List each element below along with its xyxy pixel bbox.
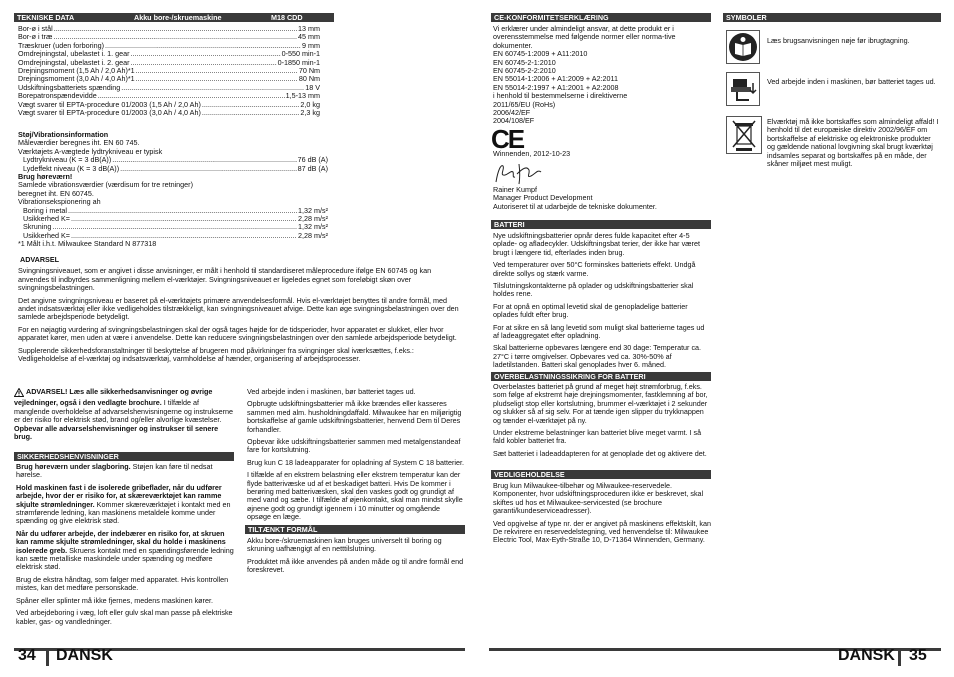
spec-value: 1,32 m/s² — [298, 223, 328, 232]
dot-leader — [105, 42, 301, 50]
vib-note: *1 Målt i.h.t. Milwaukee Standard N 877318 — [18, 239, 157, 249]
ce-signatory — [493, 186, 711, 211]
spec-label: Boring i metal — [23, 206, 67, 215]
spec-row — [18, 101, 320, 109]
left-page-number: 34 — [18, 647, 36, 664]
right-page-number: 35 — [909, 647, 927, 664]
spec-value: 2,28 m/s² — [298, 215, 328, 224]
ce-line: 2011/65/EU (RoHs) — [493, 99, 556, 109]
spec-label: Lydeffekt niveau (K = 3 dB(A)) — [23, 164, 120, 173]
overload-header — [491, 372, 711, 381]
maintenance-text — [493, 482, 711, 549]
spec-label: Omdrejningstal, ubelastet i. 1. gear — [18, 50, 130, 59]
noise-line-2: Værktøjets A-vægtede lydtrykniveau er typisk — [18, 146, 163, 156]
spec-row — [18, 25, 320, 33]
left-footer-bar-divider — [46, 650, 49, 666]
ce-line: EN 55014-2:1997 + A1:2001 + A2:2008 — [493, 82, 619, 92]
battery-header — [491, 220, 711, 229]
spec-label: Drejningsmoment (3,0 Ah / 4,0 Ah)*1 — [18, 75, 135, 84]
tech-header-title: TEKNISKE DATA — [17, 13, 75, 22]
safety-para-2 — [16, 484, 234, 526]
intended-use-text — [247, 537, 465, 579]
spec-label: Skruning — [23, 223, 52, 232]
battery-remove-icon — [726, 72, 760, 106]
dot-leader — [136, 75, 298, 83]
ce-header — [491, 13, 711, 22]
ce-authorized: Autoriseret til at udarbejde de tekniske dokumenter. — [493, 201, 657, 211]
dot-leader — [130, 59, 276, 67]
spec-row — [23, 207, 328, 215]
col2-para-2: Opbrugte udskiftningsbatterier må ikke brændes eller kasseres sammen med alm. husholdningdaffald. Milwaukee har en miljørigtig bortskaffelse af gamle udskiftningsbatterier, henvend Dem til Deres forhandler. — [247, 399, 462, 434]
advarsel-paragraph: For en nøjagtig vurdering af svingningsbelastningen skal der også tages højde for de tidsperioder, hvor apparatet er slukket, eller hvor apparatet kører, men uden at være i anvendelse. Dette kan reducere svingningsbelastningen over den samlede arbejdsperiode betydeligt. — [18, 324, 457, 343]
battery-paragraph: Nye udskiftningsbatterier opnår deres fulde kapacitet efter 4-5 oplade- og afladecykler. Udskiftningsbat terier, der ikke har været brugt i længere tid, efterlades inden brug. — [493, 231, 700, 257]
left-page-language: DANSK — [56, 647, 113, 664]
spec-row — [18, 42, 320, 50]
battery-header-title: BATTERI — [494, 220, 525, 229]
spec-value: 80 Nm — [298, 75, 320, 84]
overload-header-title: OVERBELASTNINGSSIKRING FOR BATTERI — [494, 372, 646, 381]
col2-para-4: Brug kun C 18 ladeapparater for opladning af System C 18 batterier. — [247, 457, 464, 467]
spec-label: Træskruer (uden forboring) — [18, 41, 105, 50]
ce-name: Rainer Kumpf — [493, 185, 537, 194]
right-footer-bar-divider — [898, 650, 901, 666]
spec-row — [23, 223, 328, 231]
safety-para-2-text: Kommer skæreværktøjet i kontakt med en strømførende ledning, kan maskinens metaldele komme under spænding og give elektrisk stød. — [16, 499, 231, 526]
book-icon — [726, 30, 760, 64]
ce-role: Manager Product Development — [493, 193, 593, 203]
spec-label: Usikkerhed K= — [23, 231, 70, 240]
safety-para-3-bold: Når du udfører arbejde, der indebærer en risiko for, at skruen kan ramme skjulte strømledninger, skal du holde i maskinens isolerede greb. — [16, 528, 226, 555]
overload-para-3: Sæt batteriet i ladeaddapteren for at genoplade det og aktivere det. — [493, 448, 707, 458]
battery-paragraph: Skal batterierne opbevares længere end 30 dage: Temperatur ca. 27°C i tørre omgivelser. Opbevares ved ca. 30%-50% af ladetilstanden. Batteri skal genoplades hver 6. måned. — [493, 343, 702, 370]
ce-line: EN 55014-1:2006 + A1:2009 + A2:2011 — [493, 74, 618, 84]
dot-leader — [202, 101, 300, 109]
spec-label: Bor-ø i stål — [18, 25, 53, 33]
col2-para-1: Ved arbejde inden i maskinen, bør batteriet tages ud. — [247, 387, 416, 396]
dot-leader — [121, 84, 304, 92]
advarsel-paragraphs — [18, 267, 463, 363]
safety-header — [14, 452, 234, 461]
warning-bold-2: Opbevar alle advarselshenvisninger og instrukser til senere brug. — [14, 423, 219, 442]
symbols-header — [723, 13, 941, 22]
safety-para-2-bold: Hold maskinen fast i de isolerede gribeflader, når du udfører arbejde, hvor der er risiko for, at skæreværktøjet kan ramme skjulte strømledninger. — [16, 482, 222, 509]
battery-paragraph: For at opnå en optimal levetid skal de genopladelige batterier oplades fuldt efter brug. — [493, 301, 688, 320]
spec-value: 2,3 kg — [300, 109, 320, 118]
overload-text — [493, 383, 711, 462]
spec-value: 18 V — [305, 83, 320, 92]
ce-header-title: CE-KONFORMITETSERKLÆRING — [494, 13, 609, 22]
spec-row — [18, 67, 320, 75]
spec-label: Omdrejningstal, ubelastet i. 2. gear — [18, 58, 130, 67]
battery-notes — [247, 388, 465, 526]
use-para-1: Akku bore-/skruemaskinen kan bruges universelt til boring og skruning uafhængigt af en netttilslutning. — [247, 536, 442, 554]
dot-leader — [130, 50, 280, 58]
advarsel-paragraph: Svingningsniveauet, som er angivet i disse anvisninger, er målt i henhold til standardiseret måleprocedure ifølge EN 60745 og kan anvendes til indbyrdes sammenligning mellem el-værktøjer. Svingningsniveauet er ligeledes egnet som foreløbigt skøn over svingningsbelastningen. — [18, 266, 432, 293]
safety-para-5: Spåner eller splinter må ikke fjernes, medens maskinen kører. — [16, 595, 213, 605]
symbol-text-3: Elværktøj må ikke bortskaffes som almindeligt affald! I henhold til det europæiske direktiv 2002/96/EF om bortskaffelse af elektriske og elektroniske produkter og gældende national lovgivning skal brugt kværktøj indsamles separat og bortskaffes på en måde, der skåner miljøet mest muligt. — [767, 117, 939, 169]
ce-line: overensstemmelse med følgende normer eller norma-tive — [493, 32, 676, 42]
spec-label: Usikkerhed K= — [23, 215, 70, 224]
spec-value: 13 mm — [298, 25, 320, 33]
spec-value: 1,32 m/s² — [298, 206, 328, 215]
noise-line-1: Måleværdier beregnes iht. EN 60 745. — [18, 138, 140, 148]
noise-warning: Brug høreværn! — [18, 172, 73, 182]
safety-para-1-bold: Brug høreværn under slagboring. — [16, 462, 131, 471]
col2-para-3: Opbevar ikke udskiftningsbatterier sammen med metalgenstandeaf fare for kortslutning. — [247, 437, 461, 455]
spec-row — [23, 156, 328, 164]
advarsel-section — [18, 256, 463, 367]
spec-value: 0-1850 min-1 — [277, 58, 320, 67]
safety-para-6: Ved arbejdeboring i væg, loft eller gulv skal man passe på elektriske kabler, gas- og vandledninger. — [16, 608, 233, 626]
ce-line: i henhold til bestemmelserne i direktiverne — [493, 91, 628, 101]
spec-row — [18, 50, 320, 58]
battery-text — [493, 232, 711, 374]
maintenance-header — [491, 470, 711, 479]
dot-leader — [71, 215, 297, 223]
dot-leader — [68, 207, 297, 215]
dot-leader — [54, 25, 297, 33]
battery-paragraph: For at sikre en så lang levetid som muligt skal batterierne tages ud af ladeaggregatet efter opladning. — [493, 322, 705, 341]
dot-leader — [136, 67, 298, 75]
noise-rows — [18, 156, 328, 173]
vib-line-1: Samlede vibrationsværdier (værdisum for tre retninger) — [18, 180, 193, 190]
spec-value: 2,0 kg — [300, 100, 320, 109]
spec-label: Vægt svarer til EPTA-procedure 01/2003 (3,0 Ah / 4,0 Ah) — [18, 109, 201, 118]
noise-title: Støj/Vibrationsinformation — [18, 130, 109, 139]
ce-mark-text: CE — [491, 124, 524, 154]
spec-value: 45 mm — [298, 33, 320, 42]
warning-text: I tilfælde af manglende overholdelse af advarselshenvisningerne og instrukserne er der risiko for elektrisk stød, brand og/eller alvorlige kvæstelser. — [14, 398, 233, 425]
spec-row — [18, 109, 320, 117]
spec-value: 70 Nm — [298, 67, 320, 76]
vib-line-2: beregnet iht. EN 60745. — [18, 188, 94, 198]
maintenance-para-1: Brug kun Milwaukee-tilbehør og Milwaukee-reservedele. Komponenter, hvor udskiftningsproceduren ikke er beskrevet, skal skiftes ud hos et Milwaukee-servicested (se brochure garanti/kundeserviceadresser). — [493, 481, 704, 516]
symbol-text-1: Læs brugsanvisningen nøje før ibrugtagning. — [767, 36, 910, 45]
spec-label: Vægt svarer til EPTA-procedure 01/2003 (1,5 Ah / 2,0 Ah) — [18, 100, 201, 109]
spec-label: Lydtrykniveau (K = 3 dB(A)) — [23, 156, 112, 165]
right-page-language: DANSK — [838, 647, 895, 664]
overload-para-1: Overbelastes batteriet på grund af meget højt strømforbrug, f.eks. som følge af ekstremt høje drejningsmomenter, fastklemning af bor, pludseligt stop eller kortslutning, brummer el-værktøjet i 2 sekunder og slukker så af sig selv. For at tænde igen slipper du trykknappen og tænder el-værktøjet på ny. — [493, 382, 708, 425]
spec-value: 76 dB (A) — [297, 156, 328, 165]
ce-text — [493, 25, 711, 126]
ce-line: dokumenter. — [493, 40, 533, 50]
tech-header-model: M18 CDD — [271, 13, 303, 22]
ce-line: Vi erklærer under almindeligt ansvar, at dette produkt er i — [493, 24, 674, 33]
spec-label: Drejningsmoment (1,5 Ah / 2,0 Ah)*1 — [18, 67, 135, 76]
warning-bold: ADVARSEL! Læs alle sikkerhedsanvisninger og øvrige vejledninger, også i den vedlagte brochure. — [14, 387, 213, 408]
vib-rows — [18, 207, 328, 241]
noise-section — [18, 131, 328, 249]
use-para-2: Produktet må ikke anvendes på anden måde og til andre formål end foreskrevet. — [247, 556, 464, 575]
spec-row — [18, 84, 320, 92]
spec-value: 2,28 m/s² — [298, 231, 328, 240]
spec-label: Bor-ø i træ — [18, 33, 53, 42]
intended-use-header — [245, 525, 465, 534]
advarsel-paragraph: Det angivne svingningsniveau er baseret på el-værktøjets primære anvendelsesformål. Hvis el-værktøjet benyttes til andre formål, med andet indsatsværktøj eller ikke vedligeholdes tilstrækkeligt, kan svingningsniveauet afvige. Dette kan øge svingningsbelastningen over den samlede arbejdsperiode betydeligt. — [18, 295, 459, 322]
tech-header-product: Akku bore-/skruemaskine — [134, 13, 222, 22]
spec-row — [23, 215, 328, 223]
dot-leader — [52, 223, 297, 231]
dot-leader — [202, 109, 300, 117]
maintenance-para-2: Ved opgivelse af type nr. der er angivet på maskinens effektskilt, kan De rekvirere en reservedelstegning, ved henvendelse til: Milwaukee Electric Tool, Max-Eyth-Straße 10, D-71364 Winnenden, Germany. — [493, 518, 712, 545]
spec-row — [18, 59, 320, 67]
safety-para-3 — [16, 530, 234, 572]
ce-line: 2004/108/EF — [493, 116, 535, 126]
battery-paragraph: Ved temperaturer over 50°C forminskes batteriets effekt. Undgå direkte sollys og stærk varme. — [493, 260, 696, 278]
spec-label: Borepatronspændevidde — [18, 92, 97, 101]
battery-paragraph: Tilslutningskontakterne på oplader og udskiftningsbatterier skal holdes rene. — [493, 281, 694, 299]
ce-line: EN 60745-2-1:2010 — [493, 57, 556, 67]
safety-para-3-text: Skruens kontakt med en spændingsførende ledning kan sætte metalliske maskindele under spænding og medføre elektrisk stød. — [16, 545, 234, 572]
intended-use-title: TILTÆNKT FORMÅL — [248, 525, 318, 534]
ce-line: 2006/42/EF — [493, 108, 531, 118]
tech-data-table — [18, 25, 320, 117]
spec-value: 9 mm — [302, 41, 320, 50]
crossed-bin-icon — [726, 116, 762, 154]
symbol-text-2: Ved arbejde inden i maskinen, bør batteriet tages ud. — [767, 77, 936, 86]
dot-leader — [53, 33, 297, 41]
ce-line: EN 60745-1:2009 + A11:2010 — [493, 49, 588, 59]
tech-data-header — [14, 13, 334, 22]
symbols-header-title: SYMBOLER — [726, 13, 767, 22]
spec-row — [18, 75, 320, 83]
spec-value: 1,5-13 mm — [285, 92, 320, 101]
maintenance-header-title: VEDLIGEHOLDELSE — [494, 470, 565, 479]
advarsel-paragraph: Supplerende sikkerhedsforanstaltninger til beskyttelse af brugeren mod påvirkninger fra svingninger skal iværksættes, f.eks.: Vedligeholdelse af el-værktøj og indsatsværktøj, varmholdelse af hænder, organisering af arbejdsprocesser. — [18, 345, 414, 364]
safety-para-1-text: Støjen kan føre til nedsat hørelse. — [16, 462, 213, 480]
col2-para-5: I tilfælde af en ekstrem belastning eller ekstrem temperatur kan der flyde batterivæske ud af et beskadiget batteri. Hvis De kommer i berøring med batterivæsken, skal den vaskes godt og grundigt af med vand og sæbe. I tilfælde af øjenkontakt, skal man mindst skylle øjnene godt og grundigt igennem i 10 minutter og omgående opsøge en læge. — [247, 470, 463, 522]
safety-para-1 — [16, 463, 234, 480]
ce-line: EN 60745-2-2:2010 — [493, 66, 556, 76]
spec-row — [18, 92, 320, 100]
safety-header-title: SIKKERHEDSHENVISNINGER — [17, 452, 119, 461]
spec-row — [18, 33, 320, 41]
spec-value: 0-550 min-1 — [281, 50, 320, 59]
general-warning — [14, 388, 234, 441]
spec-value: 87 dB (A) — [297, 164, 328, 173]
dot-leader — [120, 165, 297, 173]
dot-leader — [112, 156, 296, 164]
ce-place-date: Winnenden, 2012-10-23 — [493, 149, 571, 158]
overload-para-2: Under ekstreme belastninger kan batteriet blive meget varmt. I så fald kobler batteriet fra. — [493, 428, 702, 446]
safety-text — [16, 463, 234, 630]
dot-leader — [98, 92, 285, 100]
vib-line-3: Vibrationsekspionering ah — [18, 197, 101, 207]
advarsel-title: ADVARSEL — [20, 255, 60, 264]
safety-para-4: Brug de ekstra håndtag, som følger med apparatet. Hvis kontrollen mistes, kan det medføre personskade. — [16, 574, 229, 593]
spec-label: Udskiftningsbatteriets spænding — [18, 83, 121, 92]
